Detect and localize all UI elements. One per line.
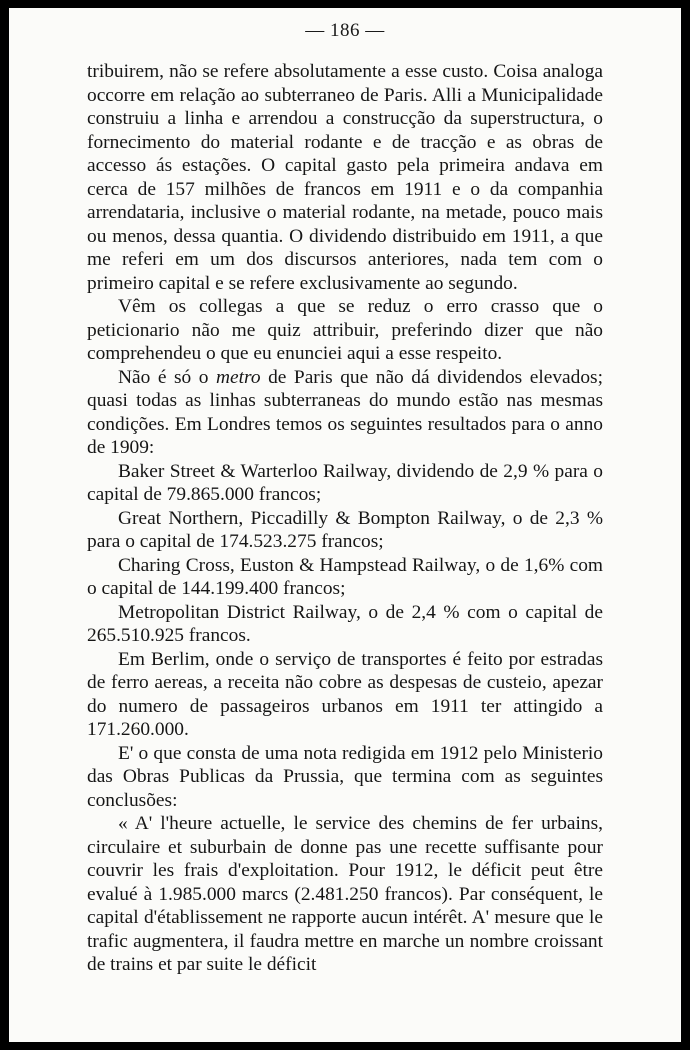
paragraph-emphasis: metro bbox=[216, 366, 261, 388]
paragraph: « A' l'heure actuelle, le service des chemins de fer urbains, circulaire et suburbain de donne pas une recette suffisante pour couvrir les frais d'exploitation. Pour 1912, le déficit peut être evalué à 1.985.000 marcs (2.481.250 francos). Par conséquent, le capital d'établissement ne rapporte aucun intérêt. A' mesure que le trafic augmentera, il faudra mettre en marche un nombre croissant de trains et par suite le déficit bbox=[87, 813, 603, 975]
page-number-header: — 186 — bbox=[305, 20, 385, 41]
paragraph-text-after: de Paris que não dá dividendos elevados; quasi todas as linhas subterraneas do mundo estão nas mesmas condições. Em Londres temos os seguintes resultados para o anno de 1909: bbox=[87, 366, 603, 458]
paragraph: E' o que consta de uma nota redigida em 1912 pelo Ministerio das Obras Publicas da Prussia, que termina com as seguintes conclusões: bbox=[87, 742, 603, 811]
paragraph: Metropolitan District Railway, o de 2,4 % com o capital de 265.510.925 francos. bbox=[87, 601, 603, 646]
paragraph: Vêm os collegas a que se reduz o erro crasso que o peticionario não me quiz attribuir, preferindo dizer que não comprehendeu o que eu enunciei aqui a esse respeito. bbox=[87, 296, 603, 364]
paragraph: Great Northern, Piccadilly & Bompton Railway, o de 2,3 % para o capital de 174.523.275 francos; bbox=[87, 507, 603, 552]
paragraph: Baker Street & Warterloo Railway, dividendo de 2,9 % para o capital de 79.865.000 francos; bbox=[87, 460, 603, 505]
page-body bbox=[87, 60, 603, 977]
paragraph: Em Berlim, onde o serviço de transportes é feito por estradas de ferro aereas, a receita não cobre as despesas de custeio, apezar do numero de passageiros urbanos em 1911 ter attingido a 171.260.000. bbox=[87, 648, 603, 740]
paragraph: tribuirem, não se refere absolutamente a esse custo. Coisa analoga occorre em relação ao subterraneo de Paris. Alli a Municipalidade construiu a linha e arrendou a construcção da superstructura, o fornecimento do material rodante e de tracção e as obras de accesso ás estações. O capital gasto pela primeira andava em cerca de 157 milhões de francos em 1911 e o da companhia arrendataria, inclusive o material rodante, na metade, pouco mais ou menos, dessa quantia. O dividendo distribuido em 1911, a que me referi em um dos discursos anteriores, nada tem com o primeiro capital e se refere exclusivamente ao segundo. bbox=[87, 61, 603, 294]
paragraph: Charing Cross, Euston & Hampstead Railway, o de 1,6% com o capital de 144.199.400 francos; bbox=[87, 554, 603, 599]
paragraph-text-before: Não é só o bbox=[118, 366, 216, 388]
paragraph bbox=[87, 366, 603, 460]
book-page bbox=[9, 8, 681, 1042]
